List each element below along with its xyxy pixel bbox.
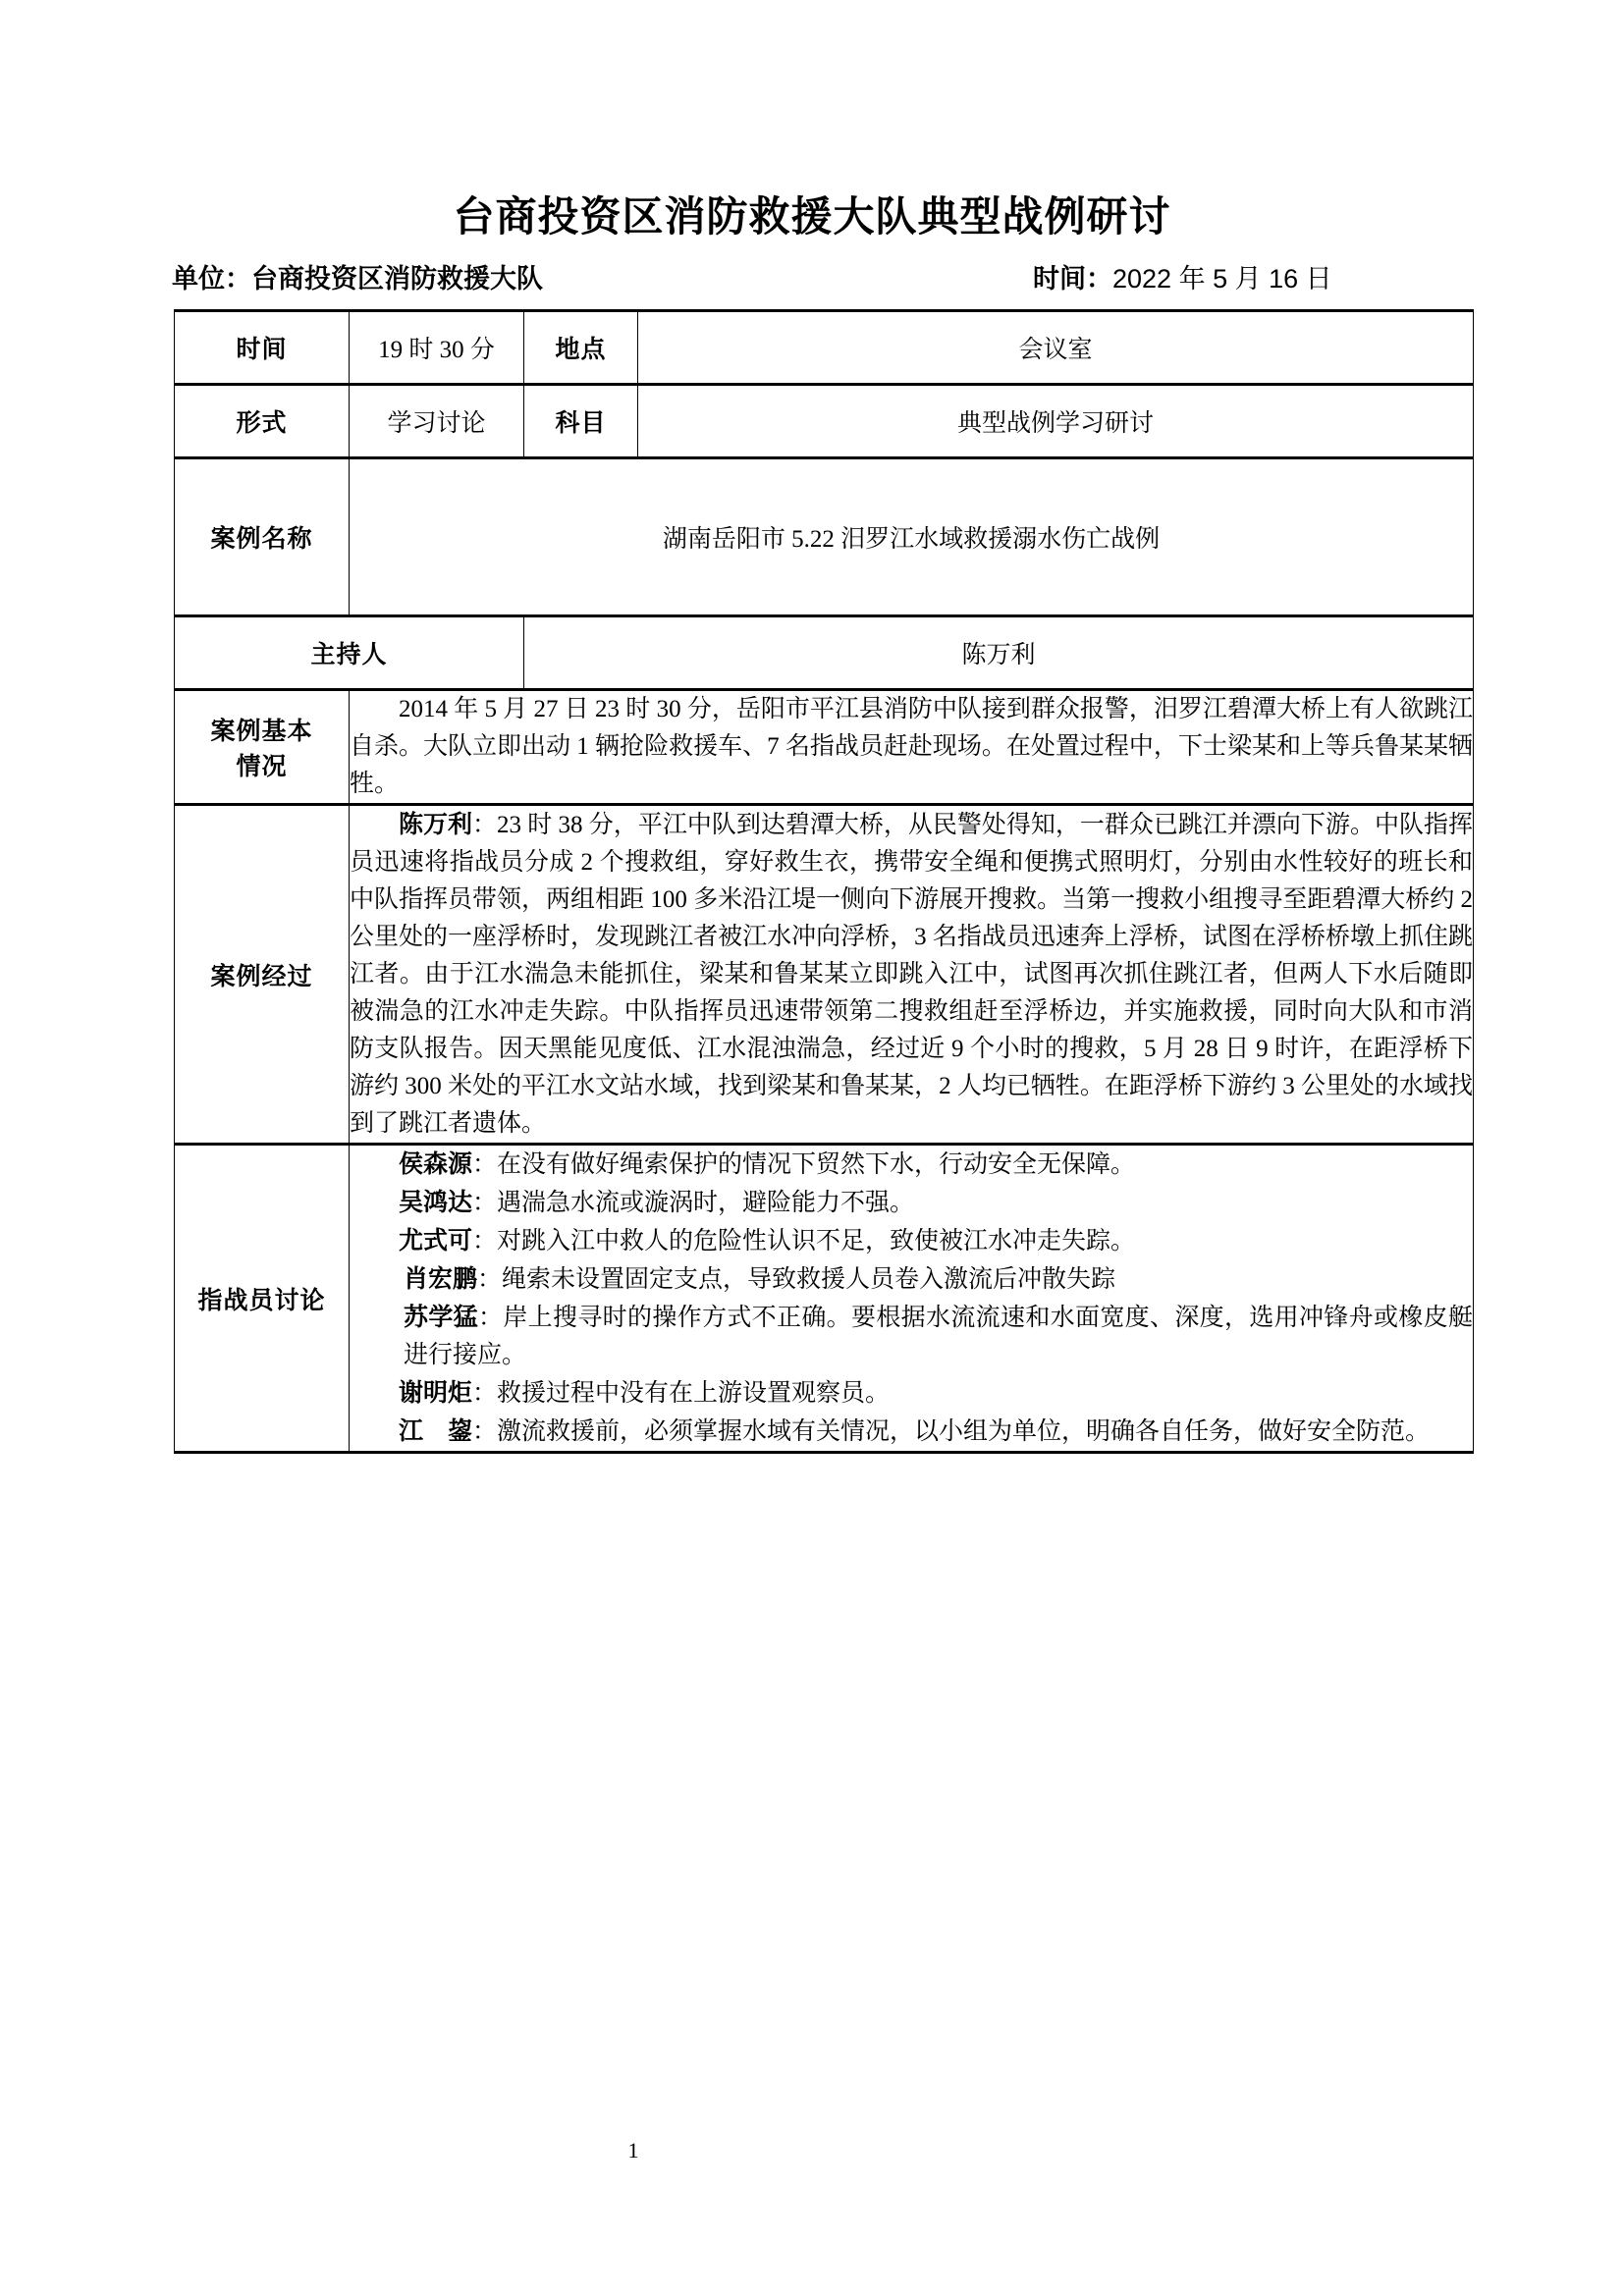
document-subheader bbox=[172, 257, 1473, 296]
table-row bbox=[175, 385, 1474, 458]
discussion-entry bbox=[350, 1184, 1473, 1222]
discussion-speaker: 肖宏鹏 bbox=[404, 1265, 478, 1293]
host-value: 陈万利 bbox=[524, 616, 1474, 690]
discussion-colon: ： bbox=[478, 1305, 504, 1331]
location-value: 会议室 bbox=[638, 311, 1474, 385]
discussion-entry bbox=[350, 1374, 1473, 1413]
basic-situation-paragraph: 2014 年 5 月 27 日 23 时 30 分，岳阳市平江县消防中队接到群众报警，汨罗江碧潭大桥上有人欲跳江自杀。大队立即出动 1 辆抢险救援车、7 名指战员赶赴现场。在处置过程中，下士梁某和上等兵鲁某某牺牲。 bbox=[350, 696, 1473, 797]
basic-situation-label bbox=[175, 690, 350, 805]
case-name-label: 案例名称 bbox=[175, 458, 350, 616]
discussion-entry bbox=[350, 1413, 1473, 1451]
time-label: 时间 bbox=[175, 311, 350, 385]
discussion-colon: ： bbox=[472, 1190, 498, 1216]
discussion-body: 对跳入江中救人的危险性认识不足，致使被江水冲走失踪。 bbox=[497, 1228, 1136, 1255]
discussion-text bbox=[350, 1145, 1474, 1453]
unit-line bbox=[172, 257, 543, 295]
table-row bbox=[175, 690, 1474, 805]
discussion-entry bbox=[350, 1260, 1473, 1299]
discussion-speaker: 吴鸿达 bbox=[399, 1189, 473, 1216]
case-process-paragraph bbox=[350, 806, 1473, 1143]
table-row bbox=[175, 1145, 1474, 1453]
case-study-table bbox=[174, 309, 1474, 1454]
discussion-entry bbox=[350, 1222, 1473, 1260]
discussion-entry bbox=[350, 1299, 1473, 1374]
discussion-speaker: 江 鋆 bbox=[399, 1417, 473, 1445]
date-label: 时间： bbox=[1033, 264, 1112, 294]
unit-value: 台商投资区消防救援大队 bbox=[251, 264, 543, 294]
discussion-body: 遇湍急水流或漩涡时，避险能力不强。 bbox=[497, 1190, 915, 1216]
discussion-body: 激流救援前，必须掌握水域有关情况，以小组为单位，明确各自任务，做好安全防范。 bbox=[497, 1418, 1431, 1445]
discussion-speaker: 尤式可 bbox=[399, 1227, 473, 1255]
case-process-text bbox=[350, 805, 1474, 1145]
discussion-colon: ： bbox=[472, 1228, 498, 1255]
discussion-label: 指战员讨论 bbox=[175, 1145, 350, 1453]
discussion-speaker: 侯森源 bbox=[399, 1150, 473, 1178]
case-process-speaker: 陈万利 bbox=[399, 811, 473, 838]
discussion-speaker: 苏学猛 bbox=[404, 1304, 478, 1331]
discussion-body: 在没有做好绳索保护的情况下贸然下水，行动安全无保障。 bbox=[497, 1151, 1136, 1178]
discussion-body: 绳索未设置固定支点，导致救援人员卷入激流后冲散失踪 bbox=[502, 1266, 1116, 1293]
discussion-colon: ： bbox=[472, 1151, 498, 1178]
table-row bbox=[175, 458, 1474, 616]
discussion-entry bbox=[350, 1146, 1473, 1184]
subject-label: 科目 bbox=[524, 385, 638, 458]
subject-value: 典型战例学习研讨 bbox=[638, 385, 1474, 458]
discussion-speaker: 谢明炬 bbox=[399, 1379, 473, 1407]
basic-situation-label-line1: 案例基本 bbox=[210, 718, 313, 745]
discussion-colon: ： bbox=[477, 1266, 503, 1293]
form-value: 学习讨论 bbox=[350, 385, 524, 458]
discussion-colon: ： bbox=[472, 1418, 498, 1445]
case-process-label: 案例经过 bbox=[175, 805, 350, 1145]
discussion-body: 救援过程中没有在上游设置观察员。 bbox=[497, 1380, 891, 1407]
case-process-body: 23 时 38 分，平江中队到达碧潭大桥，从民警处得知，一群众已跳江并漂向下游。中队指挥员迅速将指战员分成 2 个搜救组，穿好救生衣，携带安全绳和便携式照明灯，分别由水性较好的班长和中队指挥员带领，两组相距 100 多米沿江堤一侧向下游展开搜救。当第一搜救小组搜寻至距碧潭大桥约 2 公里处的一座浮桥时，发现跳江者被江水冲向浮桥，3 名指战员迅速奔上浮桥，试图在浮桥桥墩上抓住跳江者。由于江水湍急未能抓住，梁某和鲁某某立即跳入江中，试图再次抓住跳江者，但两人下水后随即被湍急的江水冲走失踪。中队指挥员迅速带领第二搜救组赶至浮桥边，并实施救援，同时向大队和市消防支队报告。因天黑能见度低、江水混浊湍急，经过近 9 个小时的搜救，5 月 28 日 9 时许，在距浮桥下游约 300 米处的平江水文站水域，找到梁某和鲁某某，2 人均已牺牲。在距浮桥下游约 3 公里处的水域找到了跳江者遗体。 bbox=[350, 812, 1473, 1137]
form-label: 形式 bbox=[175, 385, 350, 458]
date-line bbox=[1033, 257, 1332, 295]
case-process-colon: ： bbox=[472, 812, 498, 838]
basic-situation-text bbox=[350, 690, 1474, 805]
location-label: 地点 bbox=[524, 311, 638, 385]
table-row bbox=[175, 616, 1474, 690]
basic-situation-label-line2: 情况 bbox=[236, 753, 288, 780]
host-label: 主持人 bbox=[175, 616, 524, 690]
page-number: 1 bbox=[627, 2138, 639, 2163]
discussion-colon: ： bbox=[472, 1380, 498, 1407]
case-name-value: 湖南岳阳市 5.22 汨罗江水域救援溺水伤亡战例 bbox=[350, 458, 1474, 616]
discussion-body: 岸上搜寻时的操作方式不正确。要根据水流流速和水面宽度、深度，选用冲锋舟或橡皮艇进行接应。 bbox=[404, 1305, 1473, 1368]
date-value: 2022 年 5 月 16 日 bbox=[1112, 264, 1332, 294]
unit-label: 单位： bbox=[172, 264, 251, 294]
table-row bbox=[175, 805, 1474, 1145]
time-value: 19 时 30 分 bbox=[350, 311, 524, 385]
page-title: 台商投资区消防救援大队典型战例研讨 bbox=[453, 193, 1171, 240]
table-row bbox=[175, 311, 1474, 385]
